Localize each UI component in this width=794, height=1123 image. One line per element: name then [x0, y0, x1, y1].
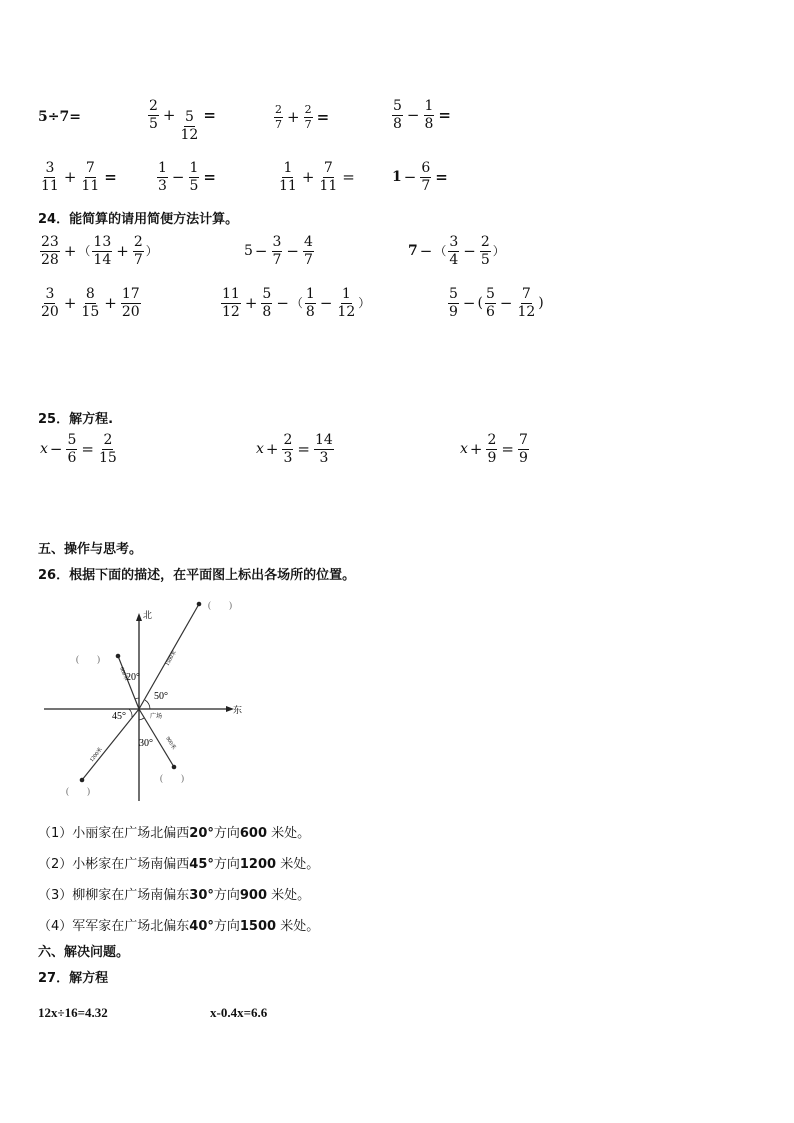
answer-blank-sw: ( )	[66, 786, 90, 796]
operator: +	[63, 293, 77, 312]
equals-sign: =	[435, 167, 448, 186]
fraction: $\frac{2}{15}$	[98, 432, 117, 466]
east-label: 东	[233, 705, 243, 715]
paren: )	[538, 295, 544, 312]
angle-arc-50	[145, 700, 150, 709]
q24-expression-3	[408, 235, 505, 267]
angle-label-20: 20°	[126, 672, 140, 683]
exercise-r2c1	[38, 161, 117, 193]
fraction: $\frac{17}{20}$	[121, 286, 140, 320]
operator: +	[265, 439, 279, 458]
fraction: $\frac{2}{5}$	[149, 98, 158, 132]
item-text: （4）军军家在广场北偏东	[38, 919, 190, 934]
q27-equation-1: 12x÷16=4.32	[38, 1005, 108, 1020]
paren: （	[434, 244, 447, 259]
q24-expression-2	[244, 235, 316, 267]
operator: +	[63, 241, 77, 260]
equals-sign: =	[69, 109, 81, 125]
operator: +	[116, 241, 129, 260]
fraction: $\frac{5}{8}$	[262, 286, 272, 320]
item-degree: 30°	[189, 888, 214, 903]
angle-label-50: 50°	[154, 691, 168, 702]
distance-label-600: 600米	[118, 666, 129, 682]
distance-label-900: 900米	[164, 735, 177, 751]
fraction: $\frac{7}{11}$	[81, 160, 100, 194]
fraction: $\frac{4}{7}$	[304, 234, 313, 268]
operator: −	[171, 167, 185, 186]
operator: −	[403, 167, 417, 186]
item-text: （2）小彬家在广场南偏西	[38, 857, 190, 872]
q27-equation-2: x-0.4x=6.6	[210, 1005, 268, 1020]
fraction: $\frac{6}{7}$	[421, 160, 431, 194]
fraction: $\frac{1}{11}$	[279, 160, 297, 194]
q26-item-1	[38, 822, 310, 841]
item-degree: 40°	[189, 919, 214, 934]
paren: (	[477, 295, 483, 312]
item-text: 方向	[213, 888, 240, 903]
item-distance: 1200	[239, 857, 277, 872]
fraction: $\frac{13}{14}$	[93, 234, 112, 268]
exercise-r1c4	[390, 99, 451, 131]
fraction: $\frac{5}{12}$	[180, 109, 199, 143]
exercise-5div7	[38, 110, 81, 124]
fraction: $\frac{2}{7}$	[133, 234, 143, 268]
q24-expression-1	[38, 235, 158, 267]
question-25-title: 25．解方程.	[38, 412, 114, 427]
fraction: $\frac{2}{3}$	[283, 432, 293, 466]
angle-arc-30	[139, 718, 144, 720]
point-sw	[80, 778, 85, 783]
paren: （	[78, 244, 91, 259]
q25-equation-2	[256, 433, 336, 465]
paren: （	[290, 296, 303, 311]
answer-blank-nne: ( )	[208, 600, 232, 610]
item-text: 米处。	[267, 826, 311, 841]
fraction: $\frac{2}{5}$	[480, 234, 490, 268]
point-nnw	[116, 654, 121, 659]
item-degree: 20°	[189, 826, 214, 841]
equals-sign: =	[342, 167, 355, 186]
variable: x	[256, 441, 264, 458]
fraction: $\frac{7}{12}$	[517, 286, 536, 320]
item-distance: 600	[239, 826, 268, 841]
fraction: $\frac{1}{8}$	[305, 286, 315, 320]
operator: −	[276, 293, 289, 312]
fraction: $\frac{5}{9}$	[449, 286, 458, 320]
operator: −	[286, 241, 299, 260]
distance-label-1500: 1500米	[164, 649, 178, 667]
operator: +	[469, 439, 483, 458]
fraction: $\frac{1}{3}$	[158, 160, 167, 194]
variable: x	[40, 441, 48, 458]
equals-sign: =	[316, 107, 330, 126]
q26-item-4	[38, 915, 319, 934]
equals-sign: =	[438, 105, 451, 124]
equals-sign: =	[297, 439, 310, 458]
fraction: $\frac{1}{5}$	[189, 160, 199, 194]
section-5-title: 五、操作与思考。	[38, 542, 143, 557]
fraction: $\frac{2}{7}$	[304, 103, 312, 131]
answer-blank-nnw: ( )	[76, 654, 100, 664]
north-label: 北	[143, 610, 153, 620]
angle-arc-45	[129, 709, 132, 717]
exercise-r2c2	[155, 161, 216, 193]
q25-equation-1	[40, 433, 120, 465]
expression-text: 5÷7	[38, 109, 70, 125]
operator: +	[162, 105, 176, 124]
operator: +	[287, 107, 300, 126]
fraction: $\frac{23}{28}$	[41, 234, 59, 268]
fraction: $\frac{11}{12}$	[222, 286, 240, 320]
fraction: $\frac{3}{11}$	[41, 160, 59, 194]
answer-blank-sse: ( )	[160, 773, 184, 783]
exercise-r2c3	[276, 161, 355, 193]
fraction: $\frac{7}{9}$	[518, 432, 528, 466]
item-distance: 1500	[239, 919, 277, 934]
equals-sign: =	[104, 167, 117, 186]
fraction: $\frac{3}{7}$	[272, 234, 282, 268]
fraction: $\frac{1}{8}$	[424, 98, 434, 132]
item-text: （1）小丽家在广场北偏西	[38, 826, 190, 841]
paren: ）	[358, 296, 371, 311]
paren: ）	[145, 244, 158, 259]
equals-sign: =	[501, 439, 514, 458]
variable: x	[460, 441, 468, 458]
q24-expression-6	[446, 287, 544, 319]
operator: −	[463, 241, 476, 260]
operator: +	[244, 293, 258, 312]
north-arrow-icon	[136, 613, 142, 621]
q26-item-2	[38, 853, 319, 872]
angle-label-45: 45°	[112, 711, 126, 722]
integer: 1	[392, 169, 402, 186]
integer: 5	[244, 243, 253, 260]
fraction: $\frac{7}{11}$	[319, 160, 338, 194]
operator: −	[462, 293, 476, 312]
fraction: $\frac{3}{4}$	[449, 234, 459, 268]
fraction: $\frac{3}{20}$	[41, 286, 59, 320]
operator: +	[63, 167, 77, 186]
integer: 7	[408, 243, 418, 260]
q24-expression-4	[38, 287, 143, 319]
equals-sign: =	[203, 105, 216, 124]
angle-label-30: 30°	[139, 738, 153, 749]
exercise-r1c2	[146, 88, 216, 142]
item-text: 米处。	[276, 857, 320, 872]
center-label: 广场	[150, 714, 163, 720]
item-degree: 45°	[189, 857, 214, 872]
operator: +	[104, 293, 117, 312]
operator: −	[499, 293, 513, 312]
fraction: $\frac{14}{3}$	[314, 432, 333, 466]
fraction: $\frac{2}{9}$	[487, 432, 497, 466]
item-text: 方向	[213, 919, 240, 934]
point-nne	[197, 602, 202, 607]
equals-sign: =	[81, 439, 94, 458]
section-6-title: 六、解决问题。	[38, 945, 130, 960]
item-text: 米处。	[267, 888, 311, 903]
equals-sign: =	[203, 167, 216, 186]
exercise-r1c3	[272, 104, 329, 130]
operator: −	[49, 439, 63, 458]
question-27-title: 27．解方程	[38, 971, 109, 986]
operator: −	[254, 241, 268, 260]
operator: −	[419, 241, 433, 260]
fraction: $\frac{5}{6}$	[67, 432, 77, 466]
fraction: $\frac{1}{12}$	[337, 286, 356, 320]
item-text: （3）柳柳家在广场南偏东	[38, 888, 190, 903]
fraction: $\frac{5}{6}$	[485, 286, 495, 320]
q25-equation-3	[460, 433, 531, 465]
paren: ）	[492, 244, 505, 259]
q26-item-3	[38, 884, 310, 903]
question-24-title: 24．能简算的请用简便方法计算。	[38, 212, 239, 227]
item-text: 方向	[213, 826, 240, 841]
point-sse	[172, 765, 177, 770]
operator: −	[406, 105, 420, 124]
fraction: $\frac{2}{7}$	[275, 103, 282, 131]
fraction: $\frac{5}{8}$	[393, 98, 402, 132]
ray-sw	[82, 709, 139, 780]
item-text: 米处。	[276, 919, 320, 934]
distance-label-1200: 1200米	[88, 746, 104, 764]
operator: −	[319, 293, 333, 312]
item-distance: 900	[239, 888, 268, 903]
question-26-title: 26．根据下面的描述，在平面图上标出各场所的位置。	[38, 568, 356, 583]
q24-expression-5	[219, 287, 370, 319]
direction-diagram	[40, 596, 260, 806]
exercise-r2c4	[392, 161, 448, 193]
fraction: $\frac{8}{15}$	[81, 286, 100, 320]
operator: +	[301, 167, 315, 186]
item-text: 方向	[213, 857, 240, 872]
